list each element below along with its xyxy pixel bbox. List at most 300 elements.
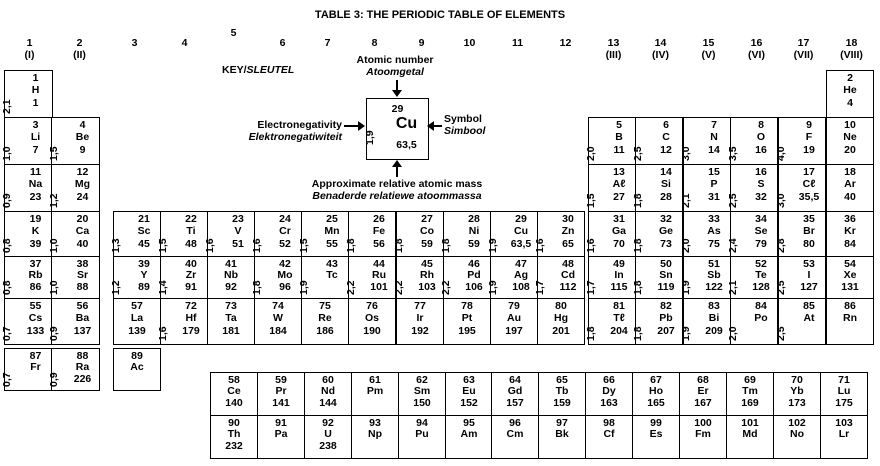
element-symbol: Ir — [416, 312, 424, 324]
atomic-mass: 56 — [373, 238, 385, 250]
group-header-5: 5 — [230, 27, 237, 39]
element-cell-Kr — [826, 211, 874, 257]
electronegativity-value: 1,6 — [204, 238, 216, 253]
group-header-7: 7 — [324, 37, 331, 49]
element-cell-Pa — [257, 415, 305, 459]
atomic-mass: 127 — [800, 281, 818, 293]
atomic-number: 23 — [232, 213, 244, 225]
element-cell-Ce — [210, 372, 258, 416]
element-cell-V — [204, 211, 255, 257]
atomic-number: 53 — [803, 258, 815, 270]
element-cell-W — [254, 298, 302, 345]
atomic-mass: 226 — [73, 373, 92, 385]
element-cell-Ca — [48, 211, 100, 257]
atomic-number: 41 — [225, 258, 237, 270]
element-cell-I — [775, 256, 826, 299]
atomic-mass: 86 — [29, 281, 42, 293]
group-header-15: 15 (V) — [701, 37, 716, 61]
element-cell-Dy — [585, 372, 633, 416]
atomic-mass: 150 — [413, 397, 431, 409]
atomic-mass: 139 — [128, 325, 146, 337]
atomic-mass: 75 — [708, 238, 720, 250]
element-cell-Ba — [48, 298, 100, 345]
electronegativity-value: 1,8 — [251, 280, 263, 295]
element-cell-S — [727, 164, 778, 212]
element-symbol: Er — [697, 385, 709, 397]
element-cell-N — [680, 117, 731, 165]
atomic-mass: 179 — [182, 325, 200, 337]
atomic-number: 91 — [275, 417, 287, 429]
electronegativity-value: 1,5 — [298, 238, 310, 253]
element-cell-Es — [632, 415, 680, 459]
atomic-mass: 7 — [32, 144, 39, 156]
element-symbol: Cs — [28, 312, 43, 324]
electronegativity-value: 1,2 — [110, 280, 122, 295]
atomic-number: 97 — [556, 417, 568, 429]
atomic-number-label: Atomic number Atoomgetal — [356, 54, 434, 78]
element-symbol: Am — [460, 428, 478, 440]
atomic-number: 99 — [650, 417, 662, 429]
electronegativity-value: 1,6 — [534, 238, 546, 253]
element-symbol: Po — [754, 312, 768, 324]
key-example-symbol: Cu — [395, 115, 418, 132]
atomic-number: 28 — [468, 213, 480, 225]
atomic-mass: 192 — [411, 325, 429, 337]
element-cell-Re — [301, 298, 349, 345]
atomic-number: 21 — [138, 213, 150, 225]
atomic-mass: 73 — [660, 238, 672, 250]
group-header-2: 2 (II) — [73, 37, 86, 61]
element-cell-Sm — [398, 372, 446, 416]
atomic-mass: 232 — [225, 440, 243, 452]
atomic-number: 10 — [844, 119, 856, 131]
atomic-number: 79 — [508, 300, 520, 312]
element-symbol: Cℓ — [802, 178, 816, 190]
atomic-number: 69 — [744, 374, 756, 386]
atomic-number: 30 — [562, 213, 574, 225]
group-header-1: 1 (I) — [24, 37, 35, 61]
element-cell-Bk — [538, 415, 586, 459]
element-symbol: Rh — [420, 269, 434, 281]
atomic-number: 49 — [613, 258, 625, 270]
atomic-number: 51 — [708, 258, 720, 270]
atomic-mass: 31 — [708, 191, 720, 203]
element-symbol: Yb — [790, 385, 804, 397]
atomic-number: 6 — [663, 119, 669, 131]
electronegativity-value: 2,5 — [727, 193, 739, 208]
atomic-mass: 45 — [138, 238, 150, 250]
element-symbol: U — [324, 428, 332, 440]
atomic-mass: 55 — [326, 238, 338, 250]
electronegativity-value: 1,3 — [110, 238, 122, 253]
element-symbol: Tm — [742, 385, 758, 397]
element-symbol: Fr — [30, 361, 41, 373]
atomic-number: 48 — [562, 258, 574, 270]
element-cell-Tc — [298, 256, 349, 299]
element-symbol: Sc — [137, 225, 151, 237]
element-symbol: Md — [742, 428, 758, 440]
atomic-number: 56 — [76, 300, 89, 312]
atomic-number: 15 — [708, 166, 720, 178]
atomic-mass: 48 — [185, 238, 197, 250]
element-cell-Be — [48, 117, 100, 165]
electronegativity-value: 2,0 — [727, 326, 739, 341]
atomic-mass: 32 — [755, 191, 767, 203]
atomic-number: 24 — [279, 213, 291, 225]
electronegativity-value: 1,7 — [534, 280, 546, 295]
element-symbol: Te — [755, 269, 767, 281]
atomic-mass: 52 — [279, 238, 291, 250]
electronegativity-value: 1,5 — [48, 146, 60, 161]
element-symbol: Sb — [707, 269, 721, 281]
element-cell-Na — [1, 164, 53, 212]
electronegativity-value: 0,7 — [1, 372, 13, 387]
atomic-number: 95 — [463, 417, 475, 429]
group-header-11: 11 — [511, 37, 524, 49]
electronegativity-value: 2,2 — [345, 280, 357, 295]
element-cell-Rn — [826, 298, 874, 345]
element-symbol: S — [757, 178, 765, 190]
group-header-12: 12 — [559, 37, 572, 49]
electronegativity-value: 1,4 — [157, 280, 169, 295]
element-symbol: Lr — [838, 428, 850, 440]
atomic-number: 11 — [29, 166, 42, 178]
atomic-number: 4 — [79, 119, 86, 131]
electronegativity-value: 2,5 — [775, 326, 787, 341]
element-symbol: Ge — [658, 225, 673, 237]
element-symbol: H — [31, 84, 40, 96]
atomic-number: 101 — [741, 417, 759, 429]
electronegativity-value: 1,8 — [393, 238, 405, 253]
atomic-number: 67 — [650, 374, 662, 386]
element-cell-Mn — [298, 211, 349, 257]
element-symbol: Ta — [225, 312, 237, 324]
element-symbol: Ni — [468, 225, 480, 237]
element-symbol: Xe — [843, 269, 857, 281]
atomic-mass: 201 — [552, 325, 570, 337]
group-header-6: 6 — [279, 37, 286, 49]
atomic-number: 20 — [76, 213, 89, 225]
element-symbol: Cu — [514, 225, 528, 237]
atomic-mass: 59 — [468, 238, 480, 250]
page-title: TABLE 3: THE PERIODIC TABLE OF ELEMENTS — [314, 9, 566, 21]
atomic-number: 45 — [421, 258, 433, 270]
electronegativity-value: 3,0 — [680, 146, 692, 161]
element-cell-Cu — [487, 211, 538, 257]
atomic-mass: 96 — [279, 281, 291, 293]
element-cell-F — [775, 117, 826, 165]
group-header-10: 10 — [463, 37, 476, 49]
element-symbol: Cd — [561, 269, 575, 281]
atomic-number: 86 — [844, 300, 856, 312]
element-cell-Cf — [585, 415, 633, 459]
atomic-mass: 70 — [613, 238, 625, 250]
electronegativity-value: 4,0 — [775, 146, 787, 161]
element-symbol: Zn — [561, 225, 575, 237]
atomic-mass: 186 — [316, 325, 334, 337]
element-cell-Co — [393, 211, 444, 257]
electronegativity-value: 1,8 — [345, 238, 357, 253]
element-symbol: Li — [30, 131, 41, 143]
atomic-mass: 19 — [803, 144, 815, 156]
atomic-number: 89 — [131, 350, 143, 362]
key-example-en: 1,9 — [364, 130, 376, 145]
atomic-number: 68 — [697, 374, 709, 386]
atomic-mass-label: Approximate relative atomic mass Benaderde relatiewe atoommassa — [311, 178, 483, 202]
atomic-number: 35 — [803, 213, 815, 225]
electronegativity-value: 1,0 — [1, 146, 13, 161]
atomic-number: 75 — [319, 300, 331, 312]
key-example-mass: 63,5 — [396, 139, 417, 151]
atomic-number: 100 — [694, 417, 712, 429]
group-header-13: 13 (III) — [605, 37, 622, 61]
element-cell-Cm — [491, 415, 539, 459]
atomic-mass: 39 — [29, 238, 42, 250]
element-cell-Ac — [113, 348, 161, 391]
atomic-number: 103 — [835, 417, 853, 429]
group-header-4: 4 — [181, 37, 188, 49]
electronegativity-value: 2,2 — [440, 280, 452, 295]
element-cell-Os — [348, 298, 396, 345]
element-cell-Tℓ — [585, 298, 636, 345]
atomic-mass: 11 — [613, 144, 625, 156]
element-cell-Yb — [773, 372, 821, 416]
element-cell-Tb — [538, 372, 586, 416]
electronegativity-value: 1,0 — [48, 280, 60, 295]
element-cell-Ag — [487, 256, 538, 299]
element-cell-Nb — [207, 256, 255, 299]
electronegativity-value: 2,4 — [727, 238, 739, 253]
atomic-number: 59 — [275, 374, 287, 386]
atomic-number: 93 — [369, 417, 381, 429]
atomic-mass: 89 — [138, 281, 150, 293]
element-symbol: Cm — [506, 428, 524, 440]
atomic-mass: 119 — [657, 281, 675, 293]
element-cell-Xe — [826, 256, 874, 299]
element-symbol: Th — [227, 428, 241, 440]
element-cell-Sc — [110, 211, 161, 257]
atomic-mass: 141 — [272, 397, 290, 409]
electronegativity-value: 2,0 — [585, 146, 597, 161]
electronegativity-value: 1,8 — [632, 238, 644, 253]
atomic-number: 88 — [76, 350, 89, 362]
element-symbol: Sm — [413, 385, 431, 397]
atomic-number: 25 — [326, 213, 338, 225]
atomic-mass: 14 — [708, 144, 720, 156]
atomic-mass: 23 — [29, 191, 42, 203]
element-symbol: Cr — [279, 225, 291, 237]
element-symbol: Gd — [507, 385, 523, 397]
element-cell-Md — [726, 415, 774, 459]
electronegativity-value: 1,7 — [585, 280, 597, 295]
element-cell-Mo — [251, 256, 302, 299]
atomic-number: 33 — [708, 213, 720, 225]
element-symbol: Eu — [462, 385, 476, 397]
element-symbol: Br — [803, 225, 815, 237]
element-symbol: Pb — [659, 312, 673, 324]
element-cell-Sb — [680, 256, 731, 299]
element-cell-Ir — [396, 298, 444, 345]
atomic-mass: 27 — [613, 191, 625, 203]
atomic-number: 40 — [185, 258, 197, 270]
element-symbol: Bk — [555, 428, 569, 440]
arrow-head-icon — [427, 121, 434, 131]
element-symbol: Ra — [75, 361, 90, 373]
atomic-number: 43 — [326, 258, 338, 270]
electronegativity-value: 0,7 — [1, 326, 13, 341]
element-cell-Ni — [440, 211, 491, 257]
element-cell-Er — [679, 372, 727, 416]
electronegativity-value: 2,1 — [727, 280, 739, 295]
element-cell-P — [680, 164, 731, 212]
element-symbol: Sn — [659, 269, 673, 281]
atomic-mass: 209 — [705, 325, 723, 337]
element-symbol: Ce — [227, 385, 241, 397]
element-symbol: Os — [364, 312, 379, 324]
electronegativity-value: 2,1 — [1, 99, 13, 114]
electronegativity-value: 0,8 — [1, 280, 13, 295]
element-symbol: Be — [75, 131, 90, 143]
atomic-number: 12 — [76, 166, 89, 178]
atomic-number: 65 — [556, 374, 568, 386]
element-symbol: Es — [649, 428, 663, 440]
element-cell-Sn — [632, 256, 683, 299]
atomic-number: 36 — [844, 213, 856, 225]
electronegativity-value: 1,6 — [585, 238, 597, 253]
element-cell-Pt — [443, 298, 491, 345]
element-symbol: Ac — [130, 361, 144, 373]
element-cell-Ti — [157, 211, 208, 257]
atomic-number: 52 — [755, 258, 767, 270]
atomic-number: 64 — [509, 374, 521, 386]
element-cell-B — [585, 117, 636, 165]
atomic-number: 9 — [806, 119, 812, 131]
atomic-mass: 101 — [370, 281, 388, 293]
element-cell-Am — [445, 415, 493, 459]
atomic-mass: 35,5 — [798, 191, 820, 203]
atomic-number: 72 — [185, 300, 197, 312]
element-symbol: V — [234, 225, 242, 237]
element-symbol: Aℓ — [612, 178, 626, 190]
element-cell-Lr — [820, 415, 868, 459]
atomic-number: 5 — [616, 119, 622, 131]
atomic-number: 26 — [373, 213, 385, 225]
atomic-mass: 51 — [232, 238, 244, 250]
atomic-number: 83 — [708, 300, 720, 312]
atomic-mass: 40 — [844, 191, 856, 203]
atomic-number: 7 — [711, 119, 717, 131]
element-cell-Np — [351, 415, 399, 459]
atomic-number: 80 — [555, 300, 567, 312]
atomic-number: 61 — [369, 374, 381, 386]
electronegativity-value: 1,9 — [298, 280, 310, 295]
key-example-number: 29 — [391, 103, 404, 115]
element-symbol: La — [130, 312, 144, 324]
element-symbol: Ru — [372, 269, 386, 281]
element-cell-Zn — [534, 211, 585, 257]
electronegativity-value: 2,8 — [775, 238, 787, 253]
element-cell-Pd — [440, 256, 491, 299]
element-symbol: Dy — [602, 385, 616, 397]
element-symbol: Fe — [372, 225, 386, 237]
group-header-16: 16 (VI) — [748, 37, 765, 61]
element-symbol: Ne — [843, 131, 857, 143]
element-cell-Sr — [48, 256, 100, 299]
element-symbol: Tℓ — [613, 312, 625, 324]
element-symbol: Nb — [224, 269, 238, 281]
element-symbol: C — [662, 131, 670, 143]
element-cell-Pu — [398, 415, 446, 459]
atomic-number: 82 — [660, 300, 672, 312]
element-symbol: Y — [140, 269, 148, 281]
element-symbol: N — [710, 131, 718, 143]
element-symbol: Ar — [844, 178, 856, 190]
element-symbol: Tc — [326, 269, 338, 281]
element-cell-Cℓ — [775, 164, 826, 212]
electronegativity-value: 2,2 — [393, 280, 405, 295]
element-cell-Fr — [1, 348, 53, 391]
atomic-number: 78 — [461, 300, 473, 312]
atomic-mass: 9 — [79, 144, 86, 156]
element-symbol: Re — [318, 312, 332, 324]
element-symbol: At — [803, 312, 815, 324]
atomic-mass: 122 — [705, 281, 723, 293]
atomic-number: 2 — [847, 72, 853, 84]
atomic-number: 58 — [228, 374, 240, 386]
element-cell-Fm — [679, 415, 727, 459]
atomic-mass: 165 — [647, 397, 665, 409]
element-symbol: Kr — [844, 225, 856, 237]
symbol-label: Symbol Simbool — [444, 113, 486, 137]
atomic-mass: 1 — [32, 97, 39, 109]
element-symbol: Pr — [275, 385, 287, 397]
atomic-mass: 131 — [841, 281, 859, 293]
electronegativity-value: 2,1 — [680, 193, 692, 208]
atomic-mass: 238 — [319, 440, 337, 452]
element-cell-Eu — [445, 372, 493, 416]
atomic-number: 54 — [844, 258, 856, 270]
atomic-number: 19 — [29, 213, 42, 225]
electronegativity-value: 1,8 — [632, 193, 644, 208]
atomic-number: 74 — [272, 300, 284, 312]
element-symbol: Pm — [366, 385, 384, 397]
element-symbol: As — [707, 225, 721, 237]
atomic-mass: 103 — [418, 281, 436, 293]
electronegativity-value: 1,8 — [585, 326, 597, 341]
atomic-mass: 144 — [319, 397, 337, 409]
atomic-mass: 59 — [421, 238, 433, 250]
atomic-mass: 169 — [741, 397, 759, 409]
element-cell-Tm — [726, 372, 774, 416]
electronegativity-value: 2,0 — [680, 238, 692, 253]
element-cell-Po — [727, 298, 778, 345]
electronegativity-value: 0,8 — [1, 238, 13, 253]
element-symbol: B — [615, 131, 623, 143]
electronegativity-value: 0,9 — [48, 326, 60, 341]
element-symbol: Zr — [185, 269, 197, 281]
element-cell-Br — [775, 211, 826, 257]
element-cell-Li — [1, 117, 53, 165]
element-cell-No — [773, 415, 821, 459]
element-cell-Ge — [632, 211, 683, 257]
atomic-number: 31 — [613, 213, 625, 225]
atomic-number: 81 — [613, 300, 625, 312]
element-cell-C — [632, 117, 683, 165]
group-header-3: 3 — [131, 37, 138, 49]
element-cell-Lu — [820, 372, 868, 416]
atomic-number: 77 — [414, 300, 426, 312]
atomic-mass: 207 — [657, 325, 675, 337]
